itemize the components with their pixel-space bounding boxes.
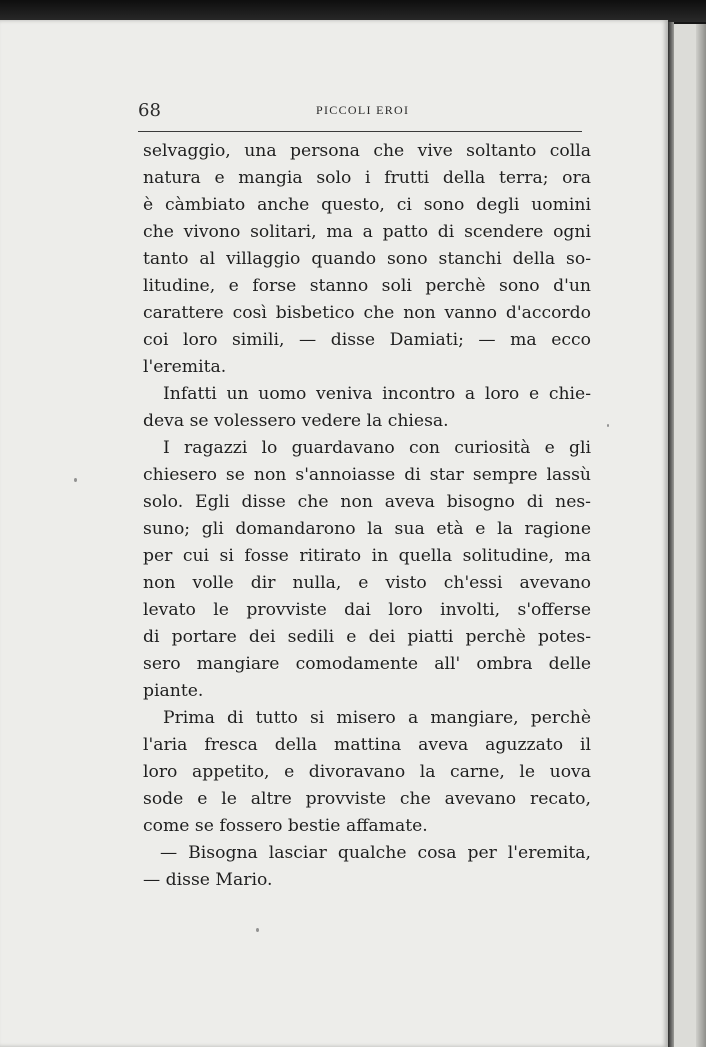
paragraph-first-line: I ragazzi lo guardavano con curiosità e gli: [163, 438, 591, 458]
text-line: come se fossero bestie affamate.: [143, 816, 428, 836]
text-line: l'eremita.: [143, 357, 227, 377]
text-line: loro appetito, e divoravano la carne, le uova: [143, 762, 591, 782]
page-number: 68: [138, 100, 161, 121]
text-line: è càmbiato anche questo, ci sono degli uomini: [143, 195, 591, 215]
adjacent-page-edge: [674, 24, 706, 1047]
text-line: deva se volessero vedere la chiesa.: [143, 411, 449, 431]
text-line: sero mangiare comodamente all' ombra delle: [143, 654, 591, 674]
header-rule: [138, 131, 582, 132]
scan-speck: [256, 928, 259, 932]
body-text: [143, 138, 591, 894]
running-head: [138, 100, 580, 126]
paragraph-first-line: Prima di tutto si misero a mangiare, perchè: [163, 708, 591, 728]
paragraph-first-line: Infatti un uomo veniva incontro a loro e chie-: [163, 384, 591, 404]
text-line: selvaggio, una persona che vive soltanto colla: [143, 141, 591, 161]
text-line: litudine, e forse stanno soli perchè sono d'un: [143, 276, 591, 296]
dialogue-line: — Bisogna lasciar qualche cosa per l'eremita,: [160, 843, 591, 863]
text-line: chiesero se non s'annoiasse di star sempre lassù: [143, 465, 591, 485]
text-line: per cui si fosse ritirato in quella solitudine, ma: [143, 546, 591, 566]
text-line: piante.: [143, 681, 204, 701]
text-line: suno; gli domandarono la sua età e la ragione: [143, 519, 591, 539]
text-line: solo. Egli disse che non aveva bisogno di nes-: [143, 492, 591, 512]
text-line: tanto al villaggio quando sono stanchi della so-: [143, 249, 591, 269]
text-line: coi loro simili, — disse Damiati; — ma ecco: [143, 330, 591, 350]
text-line: di portare dei sedili e dei piatti perchè potes-: [143, 627, 591, 647]
text-line: levato le provviste dai loro involti, s'offerse: [143, 600, 591, 620]
scanner-border: [0, 0, 706, 22]
text-line: sode e le altre provviste che avevano recato,: [143, 789, 591, 809]
scan-speck: [74, 478, 77, 482]
text-line: natura e mangia solo i frutti della terra; ora: [143, 168, 591, 188]
text-line: che vivono solitari, ma a patto di scendere ogni: [143, 222, 591, 242]
text-line: l'aria fresca della mattina aveva aguzzato il: [143, 735, 591, 755]
dialogue-line: — disse Mario.: [143, 870, 273, 890]
running-title: PICCOLI EROI: [316, 103, 410, 117]
text-line: carattere così bisbetico che non vanno d'accordo: [143, 303, 591, 323]
text-line: non volle dir nulla, e visto ch'essi avevano: [143, 573, 591, 593]
scan-speck: [607, 424, 609, 427]
